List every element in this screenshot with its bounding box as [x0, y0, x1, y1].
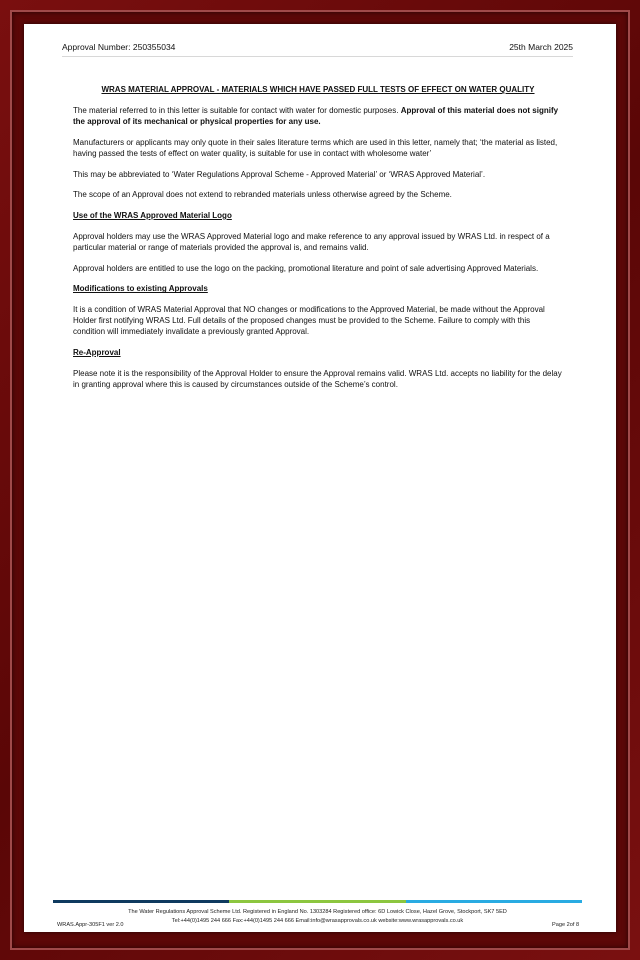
document-page — [24, 24, 616, 932]
footer-form-reference: WRAS.Appr-305F1 ver 2.0 — [57, 922, 124, 928]
approval-number: Approval Number: 250355034 — [62, 42, 176, 52]
footer-bar-segment-green — [229, 900, 405, 903]
intro-paragraph-1 — [73, 105, 563, 127]
logo-section-heading: Use of the WRAS Approved Material Logo — [73, 210, 232, 220]
footer-bar-segment-navy — [53, 900, 229, 903]
footer-bar-segment-blue — [406, 900, 582, 903]
intro-p1-text: The material referred to in this letter is suitable for contact with water for domestic purposes. — [73, 105, 401, 115]
footer-color-bar — [53, 900, 582, 903]
intro-paragraph-4: The scope of an Approval does not extend to rebranded materials unless otherwise agreed by the Scheme. — [73, 190, 452, 200]
intro-paragraph-2: Manufacturers or applicants may only quote in their sales literature terms which are used in this letter, namely that; ‘the material as listed, having passed the tests of effect on water quality, is suitable for use in contact with wholesome water’ — [73, 137, 558, 158]
modifications-section-heading: Modifications to existing Approvals — [73, 284, 208, 294]
intro-paragraph-3: This may be abbreviated to ‘Water Regulations Approval Scheme - Approved Material’ or ‘WRAS Approved Material’. — [73, 169, 486, 179]
page-header — [62, 42, 573, 57]
footer-line-2: Tel:+44(0)1495 244 666 Fax:+44(0)1495 244 666 Email:info@wrasapprovals.co.uk website:www.wrasapprovals.co.uk — [171, 918, 464, 924]
footer-line-1: The Water Regulations Approval Scheme Ltd. Registered in England No. 1303284 Registered office: 6D Lowick Close, Hazel Grove, Stockport, SK7 5ED — [128, 909, 507, 915]
modifications-paragraph: It is a condition of WRAS Material Approval that NO changes or modifications to the Approved Material, be made without the Approval Holder first notifying WRAS Ltd. Full details of the proposed changes must be provided to the Scheme. Failure to comply with this condition will immediately invalidate a previously granted Approval. — [73, 304, 545, 337]
footer-company-info — [53, 908, 582, 926]
footer-page-number: Page 2of 8 — [552, 922, 580, 928]
logo-paragraph-2: Approval holders are entitled to use the logo on the packing, promotional literature and point of sale advertising Approved Materials. — [73, 263, 539, 273]
reapproval-section-heading: Re-Approval — [73, 348, 121, 358]
reapproval-paragraph: Please note it is the responsibility of the Approval Holder to ensure the Approval remains valid. WRAS Ltd. accepts no liability for the delay in granting approval where this is caused by circumstances outside of the Scheme’s control. — [73, 368, 562, 389]
logo-paragraph-1: Approval holders may use the WRAS Approved Material logo and make reference to any approval issued by WRAS Ltd. in respect of a particular material or range of materials provided the approval is, and remains valid. — [73, 231, 550, 252]
intro-p1-bold-text: Approval of this material does not signify the approval of its mechanical or physical properties for any use. — [73, 105, 559, 126]
letter-date: 25th March 2025 — [509, 42, 573, 52]
letter-body — [73, 84, 563, 400]
document-title: WRAS MATERIAL APPROVAL - MATERIALS WHICH HAVE PASSED FULL TESTS OF EFFECT ON WATER QUALITY — [101, 85, 535, 94]
